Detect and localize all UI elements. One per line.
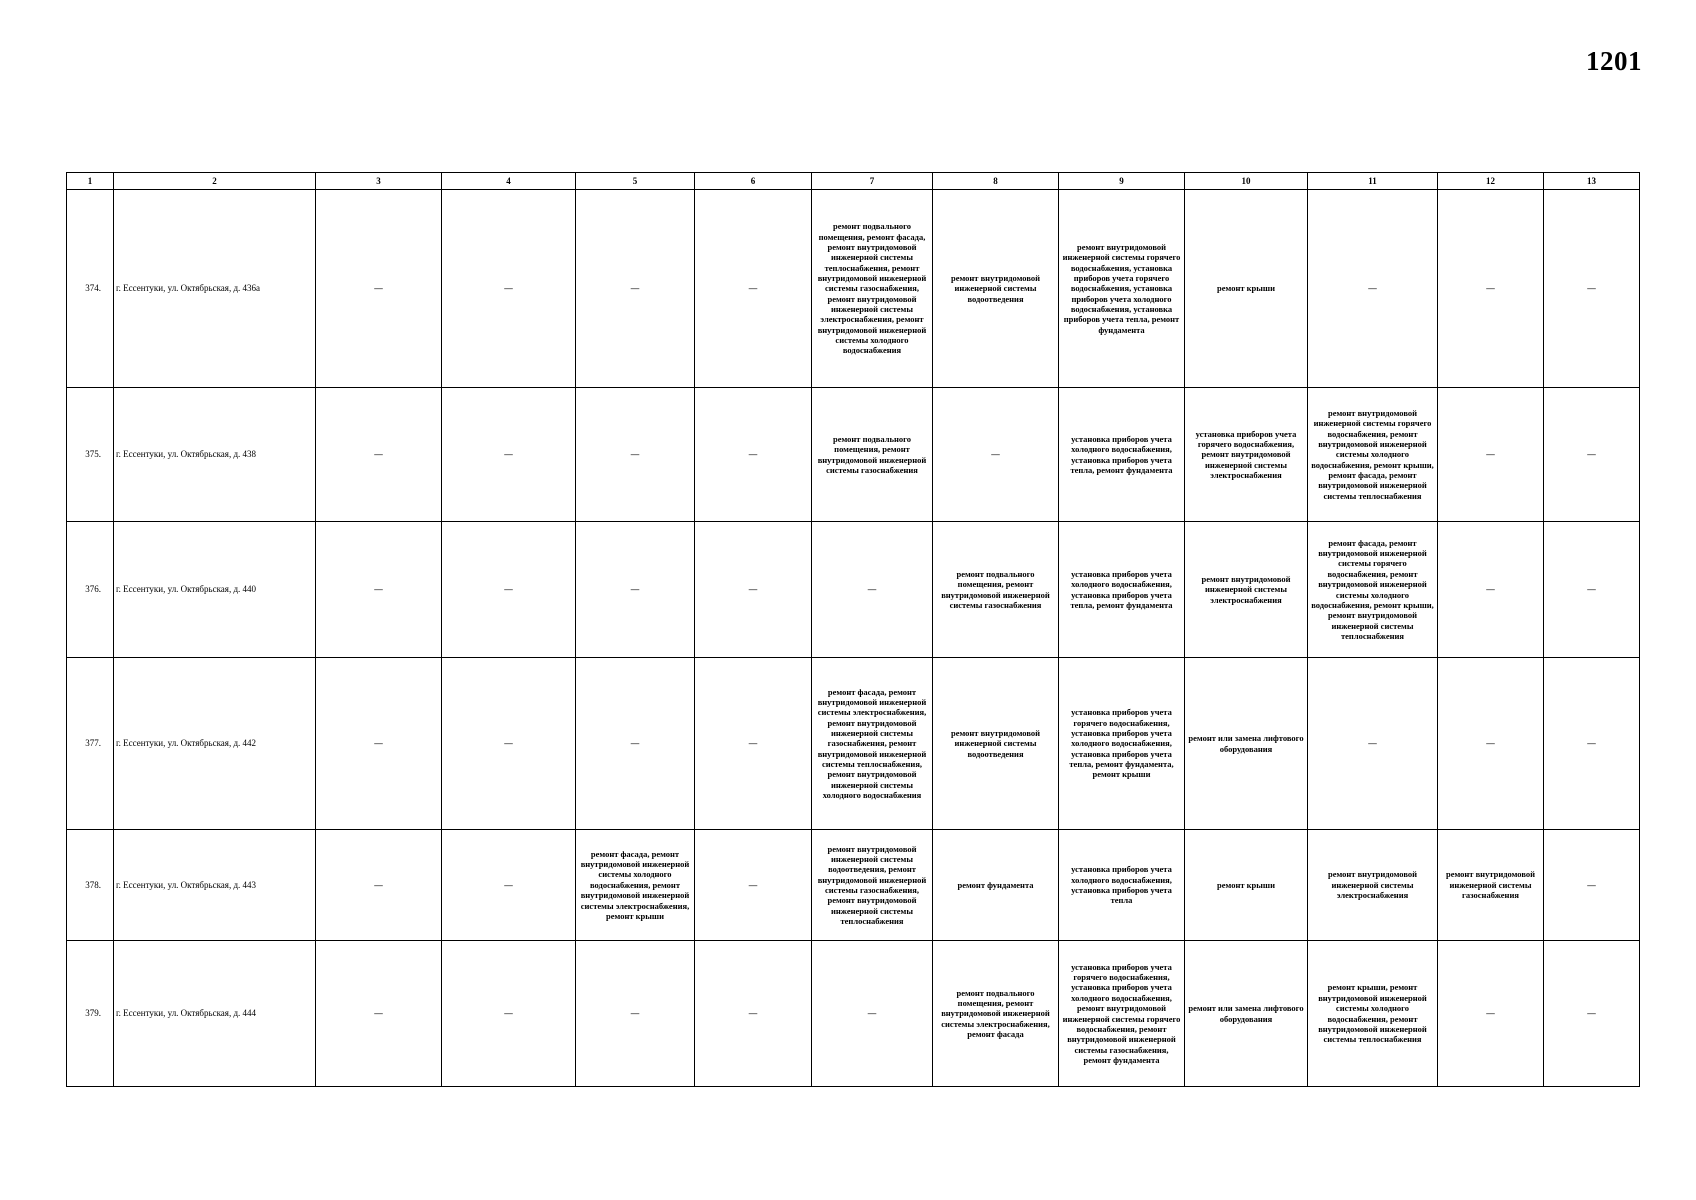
table-row <box>67 522 1640 658</box>
table-cell: — <box>576 522 695 658</box>
table-cell: — <box>1544 190 1640 388</box>
table-cell: ремонт крыши <box>1185 190 1308 388</box>
table-cell: — <box>1438 941 1544 1087</box>
row-address: г. Ессентуки, ул. Октябрьская, д. 443 <box>114 830 316 941</box>
table-cell: — <box>812 522 933 658</box>
table-cell: — <box>442 388 576 522</box>
table-cell: установка приборов учета холодного водоснабжения, установка приборов учета тепла, ремонт фундамента <box>1059 522 1185 658</box>
table-cell: — <box>576 388 695 522</box>
table-cell: — <box>316 522 442 658</box>
column-header: 9 <box>1059 173 1185 190</box>
table-cell: — <box>1544 522 1640 658</box>
table-cell: — <box>1438 388 1544 522</box>
column-header: 5 <box>576 173 695 190</box>
row-number: 379. <box>67 941 114 1087</box>
row-address: г. Ессентуки, ул. Октябрьская, д. 442 <box>114 658 316 830</box>
table-cell: — <box>316 658 442 830</box>
row-address: г. Ессентуки, ул. Октябрьская, д. 444 <box>114 941 316 1087</box>
table-cell: ремонт внутридомовой инженерной системы газоснабжения <box>1438 830 1544 941</box>
column-header: 10 <box>1185 173 1308 190</box>
row-address: г. Ессентуки, ул. Октябрьская, д. 438 <box>114 388 316 522</box>
column-header: 1 <box>67 173 114 190</box>
table-cell: — <box>695 658 812 830</box>
table-cell: установка приборов учета горячего водоснабжения, установка приборов учета холодного водоснабжения, установка приборов учета тепла, ремонт фундамента, ремонт крыши <box>1059 658 1185 830</box>
table-cell: — <box>442 190 576 388</box>
table-cell: — <box>1438 522 1544 658</box>
table-cell: ремонт внутридомовой инженерной системы водоотведения, ремонт внутридомовой инженерной системы газоснабжения, ремонт внутридомовой инженерной системы теплоснабжения <box>812 830 933 941</box>
table-cell: — <box>442 830 576 941</box>
table-cell: — <box>1438 190 1544 388</box>
table-cell: — <box>1438 658 1544 830</box>
table-cell: — <box>695 522 812 658</box>
table-cell: ремонт фасада, ремонт внутридомовой инженерной системы горячего водоснабжения, ремонт внутридомовой инженерной системы холодного водоснабжения, ремонт крыши, ремонт внутридомовой инженерной системы теплоснабжения <box>1308 522 1438 658</box>
column-header: 6 <box>695 173 812 190</box>
column-header: 3 <box>316 173 442 190</box>
column-header: 11 <box>1308 173 1438 190</box>
table-cell: ремонт внутридомовой инженерной системы горячего водоснабжения, установка приборов учета горячего водоснабжения, установка приборов учета холодного водоснабжения, установка приборов учета тепла, ремонт фундамента <box>1059 190 1185 388</box>
table-cell: — <box>695 830 812 941</box>
table-cell: — <box>442 658 576 830</box>
table-row <box>67 941 1640 1087</box>
column-header: 4 <box>442 173 576 190</box>
table-cell: — <box>1544 830 1640 941</box>
table-cell: ремонт подвального помещения, ремонт внутридомовой инженерной системы электроснабжения, ремонт фасада <box>933 941 1059 1087</box>
table-cell: — <box>576 941 695 1087</box>
table-cell: ремонт внутридомовой инженерной системы горячего водоснабжения, ремонт внутридомовой инженерной системы холодного водоснабжения, ремонт крыши, ремонт фасада, ремонт внутридомовой инженерной системы теплоснабжения <box>1308 388 1438 522</box>
table-cell: ремонт фасада, ремонт внутридомовой инженерной системы электроснабжения, ремонт внутридомовой инженерной системы газоснабжения, ремонт внутридомовой инженерной системы теплоснабжения, ремонт внутридомовой инженерной системы холодного водоснабжения <box>812 658 933 830</box>
table-cell: — <box>1544 658 1640 830</box>
table-cell: ремонт внутридомовой инженерной системы электроснабжения <box>1185 522 1308 658</box>
table-row <box>67 658 1640 830</box>
column-header: 12 <box>1438 173 1544 190</box>
table-cell: ремонт крыши <box>1185 830 1308 941</box>
table-cell: — <box>695 190 812 388</box>
table-cell: — <box>695 941 812 1087</box>
column-header: 13 <box>1544 173 1640 190</box>
table-cell: ремонт подвального помещения, ремонт внутридомовой инженерной системы газоснабжения <box>933 522 1059 658</box>
row-number: 377. <box>67 658 114 830</box>
table-cell: — <box>933 388 1059 522</box>
row-number: 378. <box>67 830 114 941</box>
table-cell: установка приборов учета холодного водоснабжения, установка приборов учета тепла <box>1059 830 1185 941</box>
table-cell: — <box>442 522 576 658</box>
table-cell: — <box>576 190 695 388</box>
table-cell: установка приборов учета горячего водоснабжения, установка приборов учета холодного водоснабжения, ремонт внутридомовой инженерной системы горячего водоснабжения, ремонт внутридомовой инженерной системы газоснабжения, ремонт фундамента <box>1059 941 1185 1087</box>
table-cell: — <box>576 658 695 830</box>
table-cell: ремонт внутридомовой инженерной системы водоотведения <box>933 190 1059 388</box>
row-number: 375. <box>67 388 114 522</box>
table-cell: ремонт или замена лифтового оборудования <box>1185 658 1308 830</box>
row-number: 374. <box>67 190 114 388</box>
column-header: 7 <box>812 173 933 190</box>
table-cell: — <box>316 190 442 388</box>
table-cell: — <box>1544 388 1640 522</box>
table-cell: ремонт крыши, ремонт внутридомовой инженерной системы холодного водоснабжения, ремонт внутридомовой инженерной системы теплоснабжения <box>1308 941 1438 1087</box>
page-number: 1201 <box>1586 46 1642 76</box>
table-cell: — <box>1544 941 1640 1087</box>
table-cell: — <box>316 388 442 522</box>
table-cell: ремонт или замена лифтового оборудования <box>1185 941 1308 1087</box>
table-row <box>67 830 1640 941</box>
table-cell: ремонт внутридомовой инженерной системы водоотведения <box>933 658 1059 830</box>
repair-schedule-table <box>66 172 1640 1087</box>
table-cell: ремонт подвального помещения, ремонт фасада, ремонт внутридомовой инженерной системы теплоснабжения, ремонт внутридомовой инженерной системы газоснабжения, ремонт внутридомовой инженерной системы электроснабжения, ремонт внутридомовой инженерной системы холодного водоснабжения <box>812 190 933 388</box>
table-cell: ремонт фасада, ремонт внутридомовой инженерной системы холодного водоснабжения, ремонт внутридомовой инженерной системы электроснабжения, ремонт крыши <box>576 830 695 941</box>
table-cell: — <box>316 830 442 941</box>
table-cell: ремонт фундамента <box>933 830 1059 941</box>
column-header: 8 <box>933 173 1059 190</box>
table-cell: — <box>1308 658 1438 830</box>
table-row <box>67 190 1640 388</box>
table-cell: ремонт подвального помещения, ремонт внутридомовой инженерной системы газоснабжения <box>812 388 933 522</box>
table-cell: установка приборов учета холодного водоснабжения, установка приборов учета тепла, ремонт фундамента <box>1059 388 1185 522</box>
table-cell: — <box>695 388 812 522</box>
column-header: 2 <box>114 173 316 190</box>
table-cell: — <box>316 941 442 1087</box>
table-cell: ремонт внутридомовой инженерной системы электроснабжения <box>1308 830 1438 941</box>
row-address: г. Ессентуки, ул. Октябрьская, д. 436а <box>114 190 316 388</box>
table-row <box>67 388 1640 522</box>
table-cell: — <box>1308 190 1438 388</box>
row-address: г. Ессентуки, ул. Октябрьская, д. 440 <box>114 522 316 658</box>
table-cell: установка приборов учета горячего водоснабжения, ремонт внутридомовой инженерной системы электроснабжения <box>1185 388 1308 522</box>
table-cell: — <box>442 941 576 1087</box>
row-number: 376. <box>67 522 114 658</box>
table-cell: — <box>812 941 933 1087</box>
column-number-header-row <box>67 173 1640 190</box>
